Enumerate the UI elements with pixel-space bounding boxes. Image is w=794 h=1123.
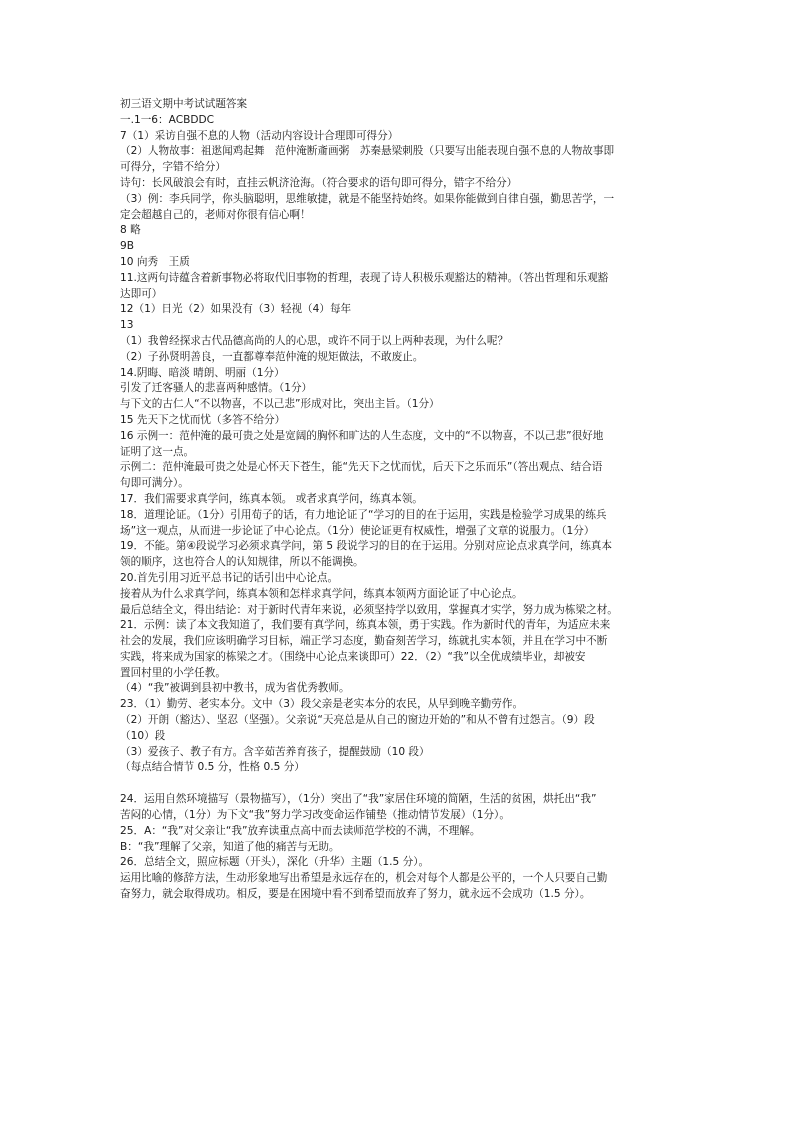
text-line: 奋努力，就会取得成功。相反，要是在困境中看不到希望而放弃了努力，就永远不会成功（1.5 分）。 bbox=[120, 888, 591, 901]
text-line: 23．（1）勤劳、老实本分。文中（3）段父亲是老实本分的农民，从早到晚辛勤劳作。 bbox=[120, 698, 524, 711]
text-line: （每点结合情节 0.5 分，性格 0.5 分） bbox=[120, 761, 305, 774]
text-line: （10）段 bbox=[120, 729, 166, 742]
text-line: 定会超越自己的，老师对你很有信心啊！ bbox=[120, 208, 311, 221]
document-title: 初三语文期中考试试题答案 bbox=[120, 98, 248, 110]
text-line: B：“我”理解了父亲，知道了他的痛苦与无助。 bbox=[120, 840, 340, 853]
text-line: 15 先天下之忧而忧（多答不给分） bbox=[120, 413, 286, 426]
text-line: 11.这两句诗蕴含着新事物必将取代旧事物的哲理，表现了诗人积极乐观豁达的精神。（答出哲理和乐观豁 bbox=[120, 271, 609, 284]
text-line: 实践，将来成为国家的栋梁之才。（围绕中心论点来谈即可）22．（2）“我”以全优成绩毕业，却被安 bbox=[120, 650, 586, 663]
text-line: 最后总结全文，得出结论：对于新时代青年来说，必须坚持学以致用，掌握真才实学，努力成为栋梁之材。 bbox=[120, 603, 618, 616]
text-line: 21．示例：读了本文我知道了，我们要有真学问，练真本领，勇于实践。作为新时代的青年，为适应未来 bbox=[120, 619, 611, 632]
text-line: 13 bbox=[120, 319, 134, 332]
text-line: 示例二：范仲淹最可贵之处是心怀天下苍生，能“先天下之忧而忧，后天下之乐而乐”（答出观点、结合语 bbox=[120, 461, 603, 474]
text-line: 16 示例一：范仲淹的最可贵之处是宽阔的胸怀和旷达的人生态度，文中的“不以物喜，不以己悲”很好地 bbox=[120, 429, 604, 442]
text-line: （1）我曾经探求古代品德高尚的人的心思，或许不同于以上两种表现，为什么呢？ bbox=[120, 334, 509, 347]
text-line: 领的顺序，这也符合人的认知规律，所以不能调换。 bbox=[120, 556, 364, 569]
text-line: 达即可） bbox=[120, 287, 163, 300]
text-line: 句即可满分）。 bbox=[120, 477, 189, 490]
text-line: （2）子孙贤明善良，一直都尊奉范仲淹的规矩做法，不敢废止。 bbox=[120, 350, 424, 363]
text-line: （2）开朗（豁达）、坚忍（坚强）。父亲说“天亮总是从自己的窗边开始的”和从不曾有过怨言。（9）段 bbox=[120, 714, 595, 727]
text-line: 运用比喻的修辞方法，生动形象地写出希望是永远存在的，机会对每个人都是公平的，一个人只要自己勤 bbox=[120, 872, 608, 885]
text-line: 诗句：长风破浪会有时，直挂云帆济沧海。（符合要求的语句即可得分，错字不给分） bbox=[120, 176, 518, 189]
text-line: 17．我们需要求真学问，练真本领。 或者求真学问，练真本领。 bbox=[120, 492, 423, 505]
answer-document bbox=[120, 97, 685, 903]
text-line: 与下文的古仁人“不以物喜，不以己悲”形成对比，突出主旨。（1分） bbox=[120, 398, 440, 411]
text-line: 14.阴晦、暗淡 晴朗、明丽（1分） bbox=[120, 366, 285, 379]
text-line: 证明了这一点。 bbox=[120, 445, 195, 458]
text-line: 19．不能。第④段说学习必须求真学问，第 5 段说学习的目的在于运用。分别对应论点求真学问，练真本 bbox=[120, 540, 612, 553]
text-line: 9B bbox=[120, 240, 135, 253]
text-line: 可得分，字错不给分） bbox=[120, 161, 226, 174]
text-line: 26．总结全文，照应标题（开头），深化（升华）主题（1.5 分）。 bbox=[120, 856, 430, 869]
text-line: 苦闷的心情，（1分）为下文“我”努力学习改变命运作铺垫（推动情节发展）（1分）。 bbox=[120, 809, 510, 822]
text-line: 置回村里的小学任教。 bbox=[120, 666, 226, 679]
blank-line bbox=[120, 776, 685, 792]
text-line: 7（1）采访自强不息的人物（活动内容设计合理即可得分） bbox=[120, 129, 399, 142]
text-line: 8 略 bbox=[120, 224, 141, 237]
text-line: 接着从为什么求真学问，练真本领和怎样求真学问，练真本领两方面论证了中心论点。 bbox=[120, 587, 523, 600]
text-line: 24．运用自然环境描写（景物描写），（1分）突出了“我”家居住环境的简陋，生活的贫困，烘托出“我” bbox=[120, 793, 597, 806]
text-line: 场”这一观点，从而进一步论证了中心论点。（1分）使论证更有权威性，增强了文章的说服力。（1分） bbox=[120, 524, 595, 537]
text-line: 引发了迁客骚人的悲喜两种感情。（1分） bbox=[120, 382, 313, 395]
text-line: （3）爱孩子、教子有方。含辛茹苦养育孩子，提醒鼓励（10 段） bbox=[120, 745, 430, 758]
text-line: 25．A：“我”对父亲让“我”放弃读重点高中而去读师范学校的不满，不理解。 bbox=[120, 824, 481, 837]
text-line: （4）“我”被调到县初中教书，成为省优秀教师。 bbox=[120, 682, 350, 695]
text-line: （2）人物故事：祖逖闻鸡起舞 范仲淹断齑画粥 苏秦悬梁刺股（只要写出能表现自强不息的人物故事即 bbox=[120, 145, 615, 158]
text-line: 社会的发展，我们应该明确学习目标，端正学习态度，勤奋刻苦学习，练就扎实本领，并且在学习中不断 bbox=[120, 635, 608, 648]
text-line: （3）例：李兵同学，你头脑聪明，思维敏捷，就是不能坚持始终。如果你能做到自律自强，勤思苦学，一 bbox=[120, 192, 615, 205]
text-line: 12（1）日光（2）如果没有（3）轻视（4）每年 bbox=[120, 303, 352, 316]
text-line: 一.1一6：ACBDDC bbox=[120, 113, 215, 126]
text-line: 20.首先引用习近平总书记的话引出中心论点。 bbox=[120, 571, 339, 584]
text-line: 10 向秀 王质 bbox=[120, 255, 190, 268]
text-line: 18．道理论证。（1分）引用荀子的话，有力地论证了“学习的目的在于运用，实践是检验学习成果的练兵 bbox=[120, 508, 607, 521]
